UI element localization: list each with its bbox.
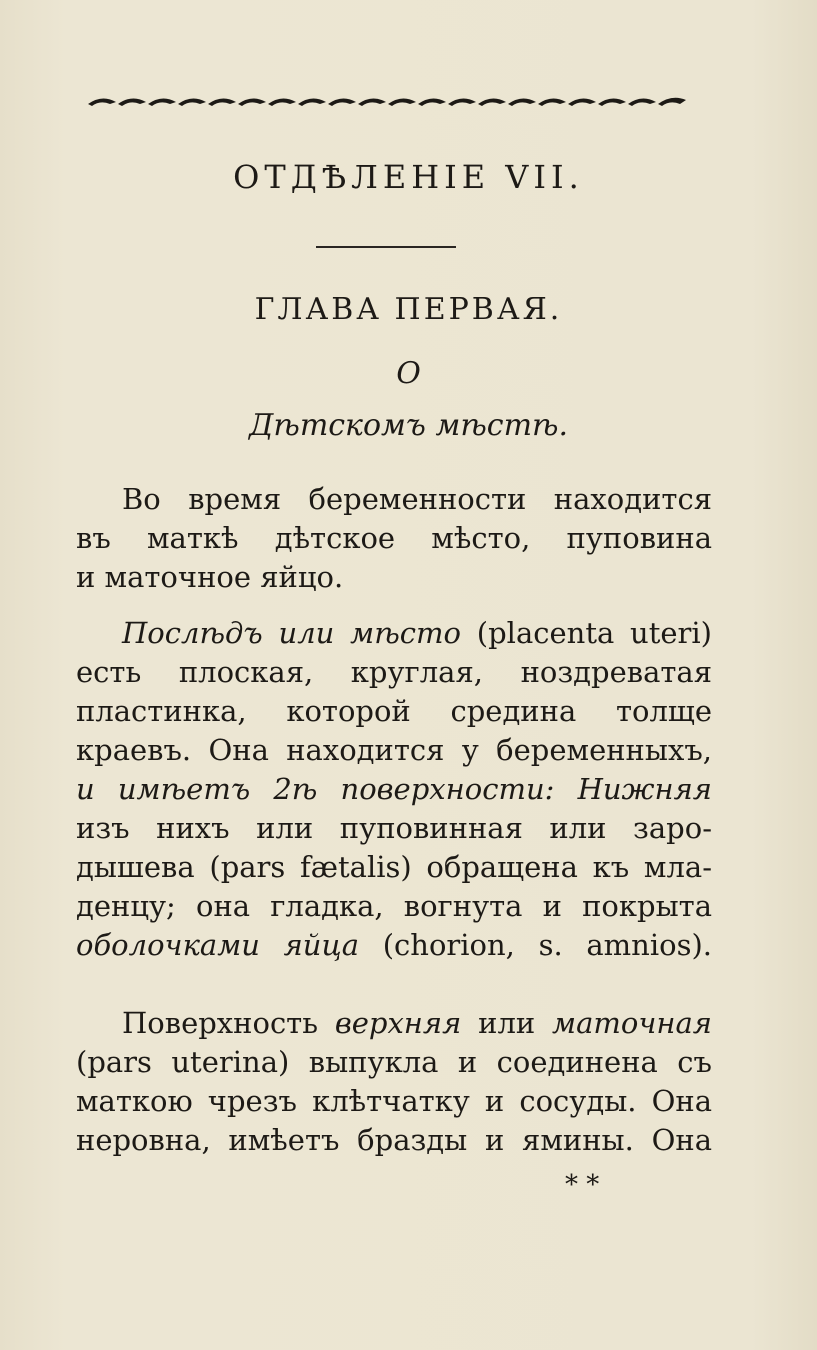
italic-phrase: и имѣетъ 2ѣ поверхности:	[76, 772, 555, 806]
text-line: есть плоская, круглая, ноздреватая	[76, 655, 712, 689]
ornamental-border	[88, 92, 686, 108]
signature-mark: * *	[565, 1170, 600, 1200]
paragraph-2	[76, 614, 712, 965]
chapter-title: ГЛАВА ПЕРВАЯ.	[254, 292, 563, 327]
section-title: ОТДѢЛЕНІЕ VII.	[233, 158, 584, 196]
latin-term: (placenta uteri)	[461, 616, 712, 650]
italic-term: Нижняя	[554, 772, 713, 806]
italic-term: оболочками яйца	[76, 928, 360, 962]
text-line: денцу; она гладка, вогнута и покрыта	[76, 889, 712, 923]
text-line	[76, 1004, 712, 1043]
text-line	[76, 614, 712, 653]
text-line: Во время беременности находится	[122, 482, 712, 516]
text-line: пластинка, которой средина толще	[76, 694, 712, 728]
text-run: или	[461, 1006, 553, 1040]
italic-term: Послѣдъ или мѣсто	[122, 616, 461, 650]
text-line: краевъ. Она находится у беременныхъ,	[76, 733, 712, 767]
text-line: (pars uterina) выпукла и соединена съ	[76, 1045, 712, 1079]
latin-term: (chorion, s. amnios).	[359, 928, 712, 962]
text-line: маткою чрезъ клѣтчатку и сосуды. Она	[76, 1084, 712, 1118]
text-line	[76, 926, 712, 965]
title-rule	[316, 246, 456, 248]
text-line: дышева (pars fætalis) обращена къ мла-	[76, 850, 712, 884]
text-line: неровна, имѣетъ бразды и ямины. Она	[76, 1123, 712, 1157]
text-line: въ маткѣ дѣтское мѣсто, пуповина	[76, 521, 712, 555]
heading-subject: Дѣтскомъ мѣстѣ.	[248, 408, 569, 443]
text-line	[76, 770, 712, 809]
paragraph-1	[76, 480, 712, 597]
text-line: и маточное яйцо.	[76, 560, 344, 594]
heading-preposition: О	[396, 356, 421, 391]
text-line: изъ нихъ или пуповинная или заро-	[76, 811, 712, 845]
italic-term: маточная	[552, 1006, 712, 1040]
text-run: Поверхность	[122, 1006, 335, 1040]
italic-term: верхняя	[334, 1006, 462, 1040]
paragraph-3	[76, 1004, 712, 1160]
